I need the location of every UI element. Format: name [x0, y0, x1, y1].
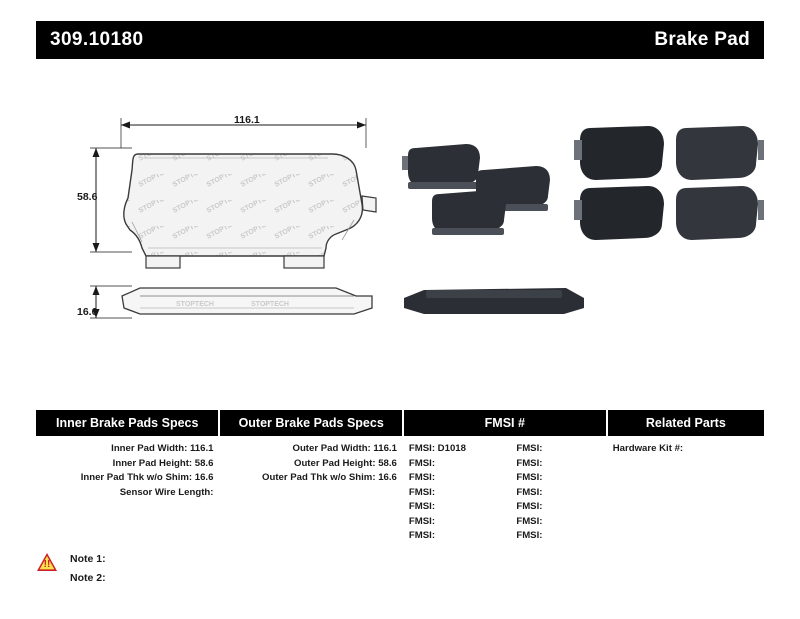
- fmsi-entry: FMSI:: [408, 515, 436, 527]
- spec-value: 58.6: [378, 457, 397, 469]
- technical-drawing-svg: [36, 70, 764, 390]
- related-part-hardware-kit: Hardware Kit #:: [612, 443, 684, 454]
- column-header-outer-specs: Outer Brake Pads Specs: [219, 410, 402, 436]
- fmsi-entry: FMSI:: [516, 515, 543, 527]
- spec-row-outer-pad-thickness: [225, 471, 396, 486]
- cell-fmsi: [403, 436, 607, 544]
- svg-text:STOPTECH: STOPTECH: [251, 301, 289, 308]
- spec-label: Inner Pad Thk w/o Shim:: [80, 472, 193, 483]
- drawing-area: [36, 70, 764, 390]
- spec-value: 116.1: [373, 443, 397, 454]
- spec-row-inner-pad-thickness: [42, 471, 213, 486]
- pad-photo-group-middle: [402, 144, 550, 235]
- cell-inner-specs: [36, 436, 219, 544]
- fmsi-entry: FMSI:: [516, 530, 543, 541]
- spec-label: Outer Pad Height:: [293, 457, 376, 469]
- spec-row-outer-pad-width: [225, 442, 396, 457]
- dimension-label-height: 58.6: [77, 191, 98, 203]
- fmsi-entry: FMSI:: [516, 486, 543, 498]
- part-number: 309.10180: [50, 29, 144, 50]
- spec-value: 58.6: [194, 457, 214, 469]
- spec-value: 16.6: [194, 472, 214, 483]
- column-header-fmsi: FMSI #: [403, 410, 607, 436]
- page-title: Brake Pad: [654, 29, 750, 50]
- note-1: Note 1:: [70, 553, 106, 565]
- page-header: [36, 21, 764, 59]
- fmsi-entry: FMSI:: [516, 472, 543, 483]
- fmsi-entry: FMSI:: [408, 457, 436, 469]
- pad-photo-group-right: [574, 126, 764, 240]
- spec-label: Inner Pad Height:: [112, 457, 193, 469]
- fmsi-entry: FMSI:: [408, 530, 436, 541]
- cell-related-parts: [607, 436, 764, 544]
- note-2: Note 2:: [70, 572, 106, 584]
- table-header-row: [36, 410, 764, 436]
- spec-table: [36, 410, 764, 544]
- column-header-inner-specs: Inner Brake Pads Specs: [36, 410, 219, 436]
- spec-label: Outer Pad Thk w/o Shim:: [262, 472, 376, 483]
- table-body-row: [36, 436, 764, 544]
- column-header-related-parts: Related Parts: [607, 410, 764, 436]
- fmsi-entry: FMSI:: [516, 443, 543, 454]
- dimension-label-thickness: 16.6: [77, 306, 98, 318]
- spec-value: 16.6: [378, 472, 397, 483]
- spec-row-inner-pad-height: [42, 457, 213, 472]
- svg-text:STOPTECH: STOPTECH: [176, 301, 214, 308]
- cell-outer-specs: [219, 436, 402, 544]
- spec-row-outer-pad-height: [225, 457, 396, 472]
- notes-section: [36, 550, 436, 588]
- fmsi-entry: FMSI:: [408, 486, 436, 498]
- spec-label: Sensor Wire Length:: [119, 486, 214, 498]
- fmsi-entry: FMSI: D1018: [408, 443, 466, 454]
- pad-photo-side-view: [404, 288, 584, 314]
- spec-value: 116.1: [189, 443, 214, 454]
- dimension-label-width: 116.1: [234, 114, 260, 126]
- warning-triangle-icon: [36, 550, 62, 577]
- fmsi-entry: FMSI:: [408, 501, 436, 512]
- spec-label: Inner Pad Width:: [111, 443, 188, 454]
- fmsi-entry: FMSI:: [516, 501, 543, 512]
- spec-row-sensor-wire-length: [42, 486, 213, 501]
- fmsi-entry: FMSI:: [516, 457, 543, 469]
- svg-text:!!: !!: [43, 559, 51, 570]
- spec-label: Outer Pad Width:: [292, 443, 371, 454]
- spec-row-inner-pad-width: [42, 442, 213, 457]
- fmsi-entry: FMSI:: [408, 472, 436, 483]
